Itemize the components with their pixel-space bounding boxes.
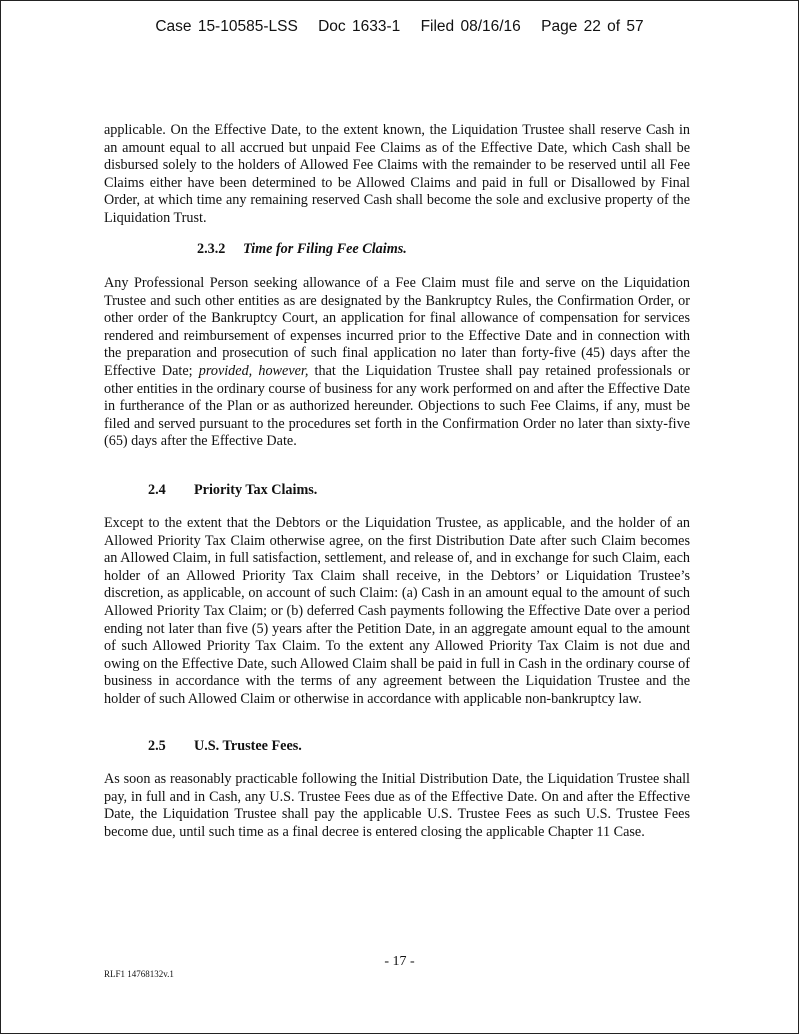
section-number: 2.5	[148, 738, 166, 754]
section-heading-2-5	[148, 738, 302, 755]
filed-date: Filed 08/16/16	[420, 18, 521, 35]
section-title: Time for Filing Fee Claims.	[243, 241, 407, 257]
section-number: 2.3.2	[197, 241, 226, 257]
paragraph-fee-claims-reserve: applicable. On the Effective Date, to the extent known, the Liquidation Trustee shall reserve Cash in an amount equal to all accrued but unpaid Fee Claims as of the Effective Date, which Cash shall be disbursed solely to the holders of Allowed Fee Claims with the remainder to be reserved until all Fee Claims either have been determined to be Allowed Claims and paid in full or Disallowed by Final Order, at which time any remaining reserved Cash shall become the sole and exclusive property of the Liquidation Trust.	[104, 122, 690, 226]
paragraph-text: Any Professional Person seeking allowance of a Fee Claim must file and serve on the Liquidation Trustee and such other entities as are designated by the Bankruptcy Rules, the Confirmation Order, or other order of the Bankruptcy Court, an application for final allowance of compensation for services rendered and reimbursement of expenses incurred prior to the Effective Date and in connection with the preparation and prosecution of such final application no later than forty-five (45) days after the Effective Date;	[104, 275, 690, 379]
paragraph-italic-text: provided, however,	[198, 362, 309, 379]
section-heading-2-4	[148, 482, 317, 499]
document-id: RLF1 14768132v.1	[104, 969, 174, 979]
paragraph-priority-tax-claims: Except to the extent that the Debtors or the Liquidation Trustee, as applicable, and the holder of an Allowed Priority Tax Claim otherwise agree, on the first Distribution Date after such Claim becomes an Allowed Claim, in full satisfaction, settlement, and release of, and in exchange for such Claim, each holder of an Allowed Priority Tax Claim shall receive, in the Debtors’ or Liquidation Trustee’s discretion, as applicable, on account of such Claim: (a) Cash in an amount equal to the amount of such Allowed Priority Tax Claim; or (b) deferred Cash payments following the Effective Date over a period ending not later than five (5) years after the Petition Date, in an aggregate amount equal to the amount of such Allowed Priority Tax Claim. To the extent any Allowed Priority Tax Claim is not due and owing on the Effective Date, such Allowed Claim shall be paid in full in Cash in the ordinary course of business in accordance with the terms of any agreement between the Liquidation Trustee and the holder of such Allowed Claim or otherwise in accordance with applicable non-bankruptcy law.	[104, 515, 690, 707]
paragraph-time-for-filing	[104, 275, 690, 451]
filing-header	[0, 18, 799, 36]
doc-number: Doc 1633-1	[318, 18, 401, 35]
page-number: - 17 -	[384, 954, 415, 969]
page-indicator: Page 22 of 57	[541, 18, 644, 35]
paragraph-us-trustee-fees: As soon as reasonably practicable following the Initial Distribution Date, the Liquidation Trustee shall pay, in full and in Cash, any U.S. Trustee Fees due as of the Effective Date. On and after the Effective Date, the Liquidation Trustee shall pay the applicable U.S. Trustee Fees as such U.S. Trustee Fees become due, until such time as a final decree is entered closing the applicable Chapter 11 Case.	[104, 771, 690, 840]
paragraph-text: that the Liquidation Trustee shall pay retained professionals or other entities in the ordinary course of business for any work performed on and after the Effective Date in furtherance of the Plan or as authorized hereunder. Objections to such Fee Claims, if any, must be filed and served pursuant to the procedures set forth in the Confirmation Order no later than sixty-five (65) days after the Effective Date.	[104, 362, 690, 450]
section-number: 2.4	[148, 482, 166, 498]
section-heading-2-3-2	[197, 241, 407, 258]
section-title: U.S. Trustee Fees.	[194, 738, 302, 754]
section-title: Priority Tax Claims.	[194, 482, 318, 498]
case-number: Case 15-10585-LSS	[155, 18, 298, 35]
